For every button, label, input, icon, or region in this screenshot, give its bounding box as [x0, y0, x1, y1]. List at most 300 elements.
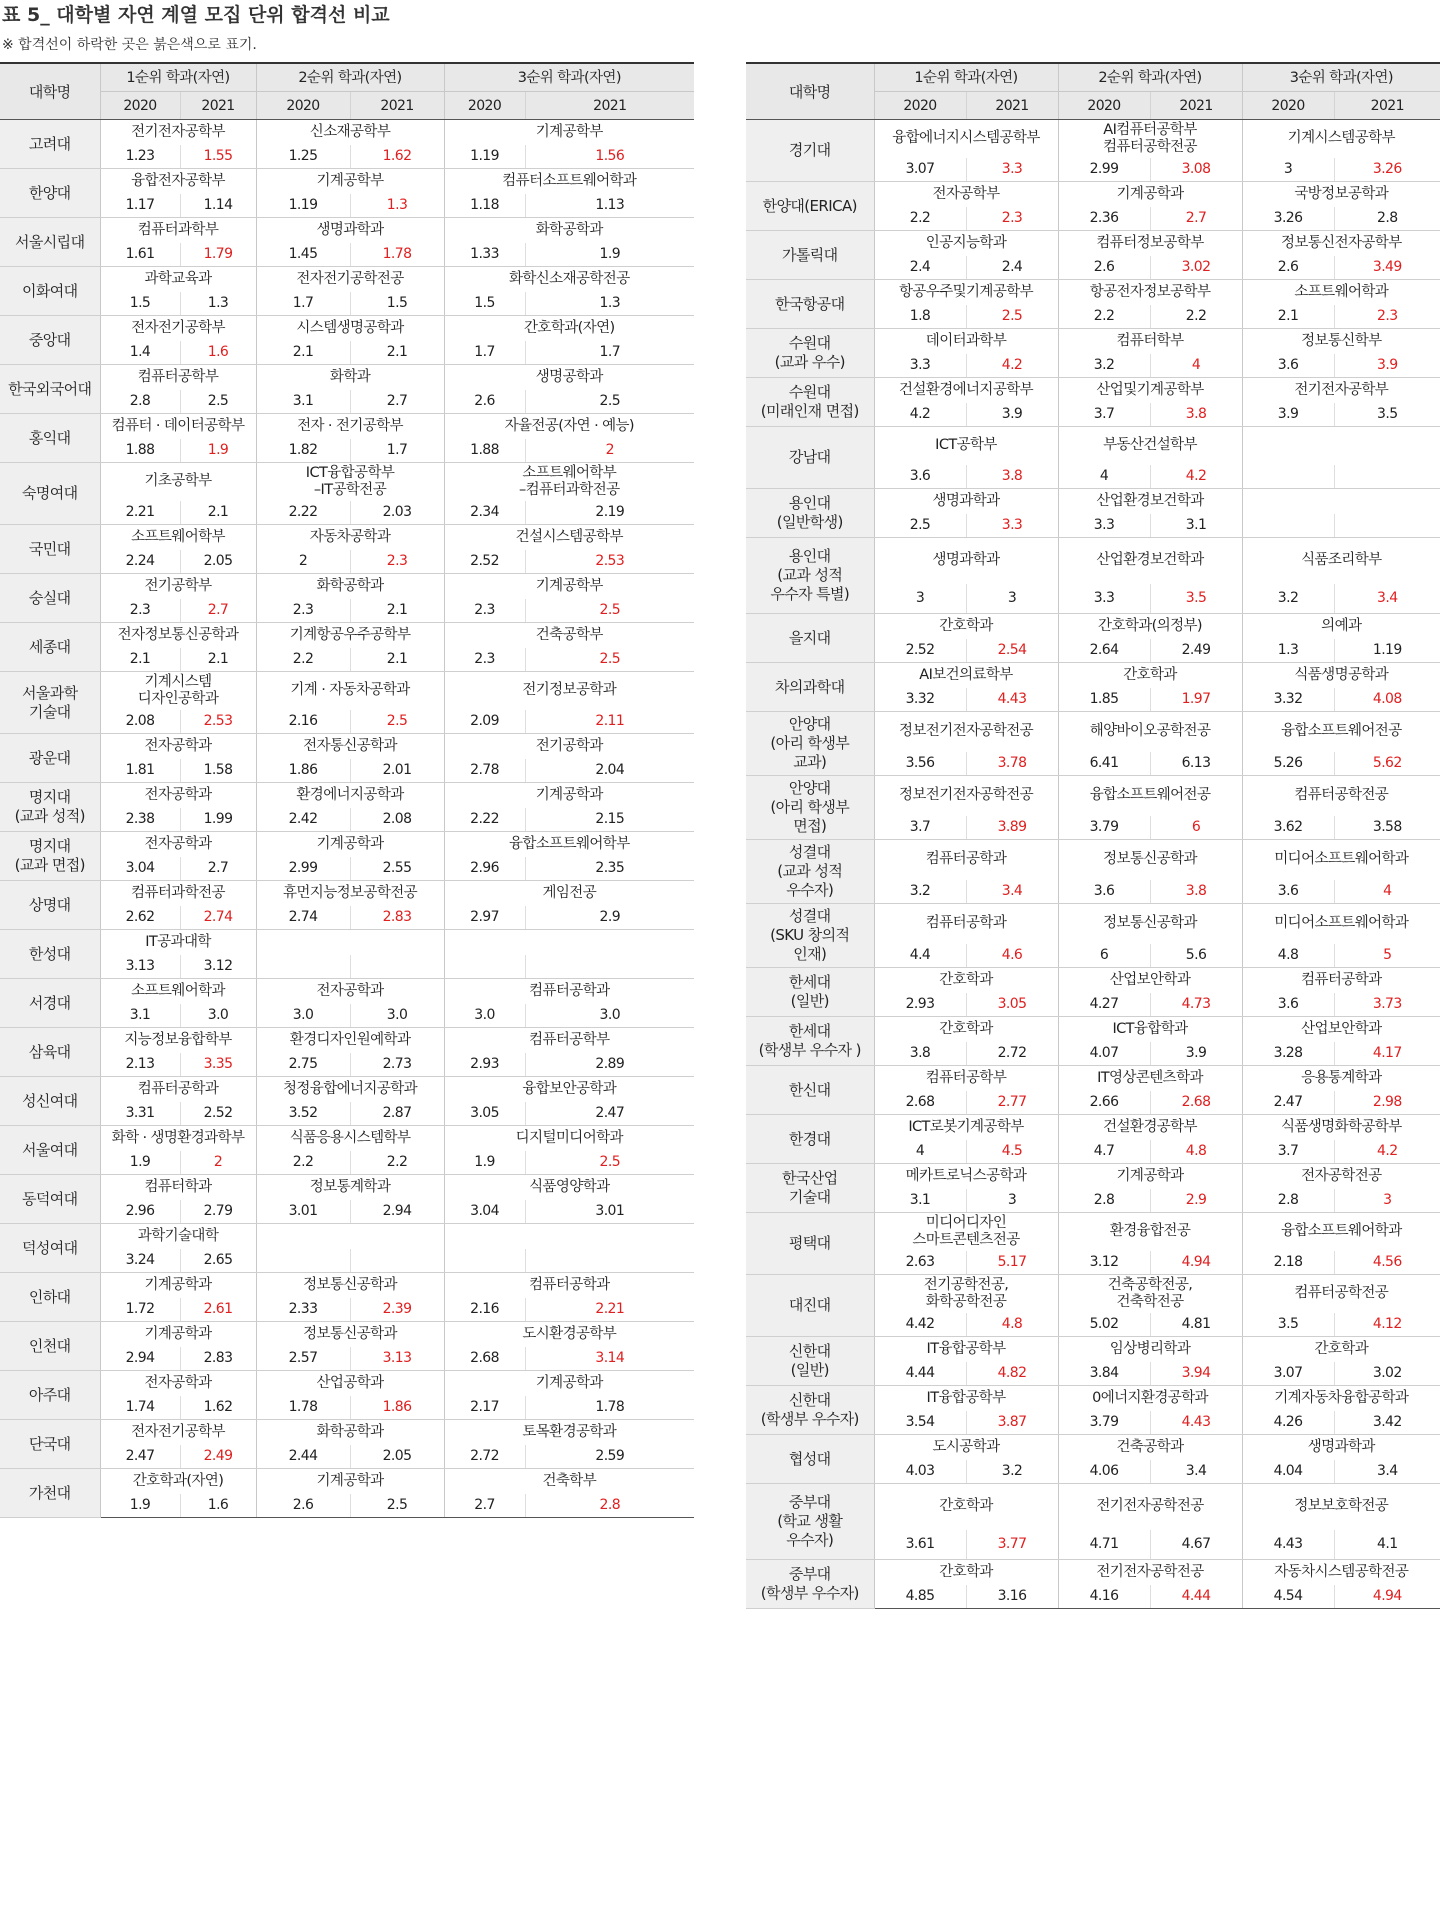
cutoff-score: 2.2	[1058, 305, 1150, 329]
cutoff-score: 4.27	[1058, 993, 1150, 1017]
cutoff-score: 2.5	[525, 648, 694, 672]
cutoff-score: 2.94	[350, 1200, 444, 1224]
cutoff-score: 3.89	[966, 816, 1058, 840]
cutoff-score: 2.52	[874, 639, 966, 663]
cutoff-score: 1.4	[100, 341, 180, 365]
university-name: 덕성여대	[0, 1224, 100, 1273]
cutoff-score: 5.17	[966, 1251, 1058, 1275]
cutoff-score: 2.1	[256, 341, 350, 365]
cutoff-score: 1.56	[525, 145, 694, 169]
cutoff-score: 1.14	[180, 194, 256, 218]
dept-row	[0, 881, 694, 906]
department-name: ICT공학부	[874, 427, 1058, 465]
cutoff-score: 2.53	[180, 710, 256, 734]
cutoff-score: 3.0	[256, 1004, 350, 1028]
cutoff-score: 3.84	[1058, 1362, 1150, 1386]
score-row	[0, 710, 694, 734]
dept-row	[746, 1560, 1440, 1585]
department-name: 환경에너지공학과	[256, 783, 444, 808]
department-name: 컴퓨터공학전공	[1294, 1285, 1389, 1302]
cutoff-score: 1.9	[100, 1494, 180, 1518]
department-name: 0에너지환경공학과	[1058, 1386, 1242, 1411]
dept-row	[746, 1435, 1440, 1460]
dept-row	[0, 267, 694, 292]
department-name: 산업환경보건학과	[1058, 538, 1242, 584]
cutoff-score: 4.2	[966, 354, 1058, 378]
university-name: 명지대 (교과 성적)	[0, 783, 100, 832]
dept-row	[746, 120, 1440, 158]
cutoff-score: 2.1	[180, 648, 256, 672]
cutoff-score: 1.33	[444, 243, 525, 267]
cutoff-score: 3.0	[525, 1004, 694, 1028]
cutoff-score: 2.57	[256, 1347, 350, 1371]
university-name: 한성대	[0, 930, 100, 979]
department-name: 건축공학부	[535, 626, 603, 643]
cutoff-score: 6	[1058, 944, 1150, 968]
university-name: 신한대 (일반)	[746, 1337, 874, 1386]
cutoff-score: 3.9	[966, 403, 1058, 427]
cutoff-score: 3.02	[1150, 256, 1242, 280]
cutoff-score: 2.47	[525, 1102, 694, 1126]
cutoff-score: 2.7	[350, 390, 444, 414]
department-name: 소프트웨어학부	[100, 525, 256, 550]
department-name: 컴퓨터공학과	[100, 1077, 256, 1102]
department-name: 기계공학과	[100, 1273, 256, 1298]
cutoff-score: 2.13	[100, 1053, 180, 1077]
department-name: 융합소프트웨어전공	[1280, 723, 1402, 740]
dept-row	[0, 365, 694, 390]
cutoff-score: 2.9	[525, 906, 694, 930]
cutoff-score: 3.01	[525, 1200, 694, 1224]
cutoff-score: 4	[1058, 465, 1150, 489]
cutoff-score: 1.17	[100, 194, 180, 218]
cutoff-score: 1.99	[180, 808, 256, 832]
department-name: 간호학과	[874, 968, 1058, 993]
year-header: 2021	[525, 92, 694, 120]
university-header: 대학명	[746, 63, 874, 120]
cutoff-score: 1.62	[180, 1396, 256, 1420]
dept-row	[746, 231, 1440, 256]
score-row	[0, 1004, 694, 1028]
cutoff-score: 2.8	[100, 390, 180, 414]
cutoff-score: 2.1	[1242, 305, 1334, 329]
cutoff-score: 2.8	[1058, 1189, 1150, 1213]
cutoff-score: 4.94	[1150, 1251, 1242, 1275]
cutoff-score: 2.39	[350, 1298, 444, 1322]
cutoff-score: 1.19	[1334, 639, 1440, 663]
cutoff-score: 3.13	[100, 955, 180, 979]
department-name: 기계공학과	[535, 786, 603, 803]
cutoff-score: 5	[1334, 944, 1440, 968]
score-row	[0, 1396, 694, 1420]
department-name: 전기공학부	[100, 574, 256, 599]
cutoff-score: 2.93	[444, 1053, 525, 1077]
cutoff-score: 2.68	[444, 1347, 525, 1371]
department-name: 간호학과	[874, 1017, 1058, 1042]
department-name: 산업및기계공학부	[1058, 378, 1242, 403]
department-name: 정보통신학부	[1301, 332, 1382, 349]
rank-group-header: 1순위 학과(자연)	[100, 63, 256, 92]
cutoff-score: 3.78	[966, 752, 1058, 776]
dept-row	[746, 1484, 1440, 1530]
cutoff-score: 2.18	[1242, 1251, 1334, 1275]
department-name: 융합전자공학부	[100, 169, 256, 194]
department-name: 정보보호학전공	[1294, 1498, 1389, 1515]
department-name: 전자공학과	[100, 734, 256, 759]
cutoff-score: 3	[1334, 1189, 1440, 1213]
dept-row	[0, 1077, 694, 1102]
cutoff-score: 2.96	[100, 1200, 180, 1224]
cutoff-score: 4.07	[1058, 1042, 1150, 1066]
score-row	[0, 759, 694, 783]
department-name: 간호학과	[874, 1484, 1058, 1530]
cutoff-score: 2.77	[966, 1091, 1058, 1115]
department-name: 자율전공(자연 · 예능)	[504, 417, 634, 434]
department-name	[256, 1224, 444, 1249]
department-name: 전기공학전공, 화학공학전공	[874, 1275, 1058, 1313]
year-header: 2020	[1058, 92, 1150, 120]
cutoff-score: 3.73	[1334, 993, 1440, 1017]
score-row	[0, 550, 694, 574]
university-name: 차의과학대	[746, 663, 874, 712]
cutoff-score: 2.17	[444, 1396, 525, 1420]
cutoff-score: 2.49	[180, 1445, 256, 1469]
cutoff-score: 2.9	[1150, 1189, 1242, 1213]
cutoff-score: 4.26	[1242, 1411, 1334, 1435]
department-name: 휴먼지능정보공학전공	[256, 881, 444, 906]
dept-row	[0, 672, 694, 710]
cutoff-score: 4.06	[1058, 1460, 1150, 1484]
cutoff-score: 1.8	[874, 305, 966, 329]
cutoff-score: 3.1	[1150, 514, 1242, 538]
department-name: 환경디자인원예학과	[256, 1028, 444, 1053]
cutoff-score: 2.21	[100, 501, 180, 525]
cutoff-score: 2.62	[100, 906, 180, 930]
department-name: 전기정보공학과	[522, 682, 617, 699]
cutoff-score: 6	[1150, 816, 1242, 840]
dept-row	[0, 930, 694, 955]
dept-row	[0, 1028, 694, 1053]
dept-row	[746, 968, 1440, 993]
university-name: 수원대 (교과 우수)	[746, 329, 874, 378]
department-name: 응용통계학과	[1301, 1069, 1382, 1086]
cutoff-score: 2.8	[1242, 1189, 1334, 1213]
cutoff-score: 2.8	[1334, 207, 1440, 231]
department-name: 전기전자공학부	[100, 120, 256, 145]
university-name: 성신여대	[0, 1077, 100, 1126]
department-name	[256, 930, 444, 955]
department-name: 항공우주및기계공학부	[874, 280, 1058, 305]
university-name: 한국항공대	[746, 280, 874, 329]
department-name: 건설시스템공학부	[515, 528, 623, 545]
department-name: 생명공학과	[535, 368, 603, 385]
cutoff-score: 2.68	[874, 1091, 966, 1115]
cutoff-score: 3	[966, 1189, 1058, 1213]
cutoff-score: 1.78	[350, 243, 444, 267]
cutoff-score: 2.53	[525, 550, 694, 574]
university-name: 강남대	[746, 427, 874, 489]
department-name: 자동차공학과	[256, 525, 444, 550]
cutoff-score: 3	[1242, 158, 1334, 182]
cutoff-score: 2.22	[256, 501, 350, 525]
cutoff-score: 3.87	[966, 1411, 1058, 1435]
cutoff-score: 2.04	[525, 759, 694, 783]
cutoff-score: 3.6	[874, 465, 966, 489]
department-name: ICT융합공학부 –IT공학전공	[256, 463, 444, 501]
university-name: 한국외국어대	[0, 365, 100, 414]
department-name: 소프트웨어학과	[1294, 283, 1389, 300]
dept-row	[746, 1213, 1440, 1251]
cutoff-score: 3.2	[966, 1460, 1058, 1484]
department-name: 소프트웨어학부 –컴퓨터과학전공	[519, 464, 620, 498]
university-name: 중부대 (학교 생활 우수자)	[746, 1484, 874, 1560]
university-header: 대학명	[0, 63, 100, 120]
university-name: 단국대	[0, 1420, 100, 1469]
university-name: 아주대	[0, 1371, 100, 1420]
cutoff-score: 3.3	[966, 158, 1058, 182]
cutoff-score: 1.13	[525, 194, 694, 218]
cutoff-score: 2.3	[966, 207, 1058, 231]
cutoff-score: 2.93	[874, 993, 966, 1017]
cutoff-score: 3.8	[1150, 880, 1242, 904]
dept-row	[746, 378, 1440, 403]
department-name: 간호학과(의정부)	[1058, 614, 1242, 639]
left-table	[0, 62, 694, 1518]
department-name: 융합소프트웨어전공	[1058, 776, 1242, 816]
department-name: 융합소프트웨어학과	[1280, 1223, 1402, 1240]
dept-row	[0, 623, 694, 648]
cutoff-score: 2.6	[256, 1494, 350, 1518]
cutoff-score: 1.74	[100, 1396, 180, 1420]
department-name: 화학신소재공학전공	[508, 270, 630, 287]
cutoff-score: 1.88	[444, 439, 525, 463]
department-name: 신소재공학부	[256, 120, 444, 145]
cutoff-score: 3.94	[1150, 1362, 1242, 1386]
university-name: 이화여대	[0, 267, 100, 316]
cutoff-score: 1.3	[525, 292, 694, 316]
cutoff-score: 2.5	[350, 1494, 444, 1518]
cutoff-score: 4.16	[1058, 1585, 1150, 1609]
cutoff-score: 2.97	[444, 906, 525, 930]
cutoff-score: 2.19	[525, 501, 694, 525]
cutoff-score: 2.8	[525, 1494, 694, 1518]
table-note: ※ 합격선이 하락한 곳은 붉은색으로 표기.	[2, 37, 257, 53]
university-name: 광운대	[0, 734, 100, 783]
dept-row	[746, 614, 1440, 639]
cutoff-score: 4.73	[1150, 993, 1242, 1017]
cutoff-score: 3.8	[966, 465, 1058, 489]
cutoff-score: 3.01	[256, 1200, 350, 1224]
cutoff-score: 4.4	[874, 944, 966, 968]
cutoff-score: 4.81	[1150, 1313, 1242, 1337]
cutoff-score: 1.86	[350, 1396, 444, 1420]
department-name: 융합에너지시스템공학부	[874, 120, 1058, 158]
cutoff-score: 5.02	[1058, 1313, 1150, 1337]
department-name: 소프트웨어학과	[100, 979, 256, 1004]
cutoff-score: 2.99	[1058, 158, 1150, 182]
department-name: 전기전자공학부	[1294, 381, 1389, 398]
department-name: 식품영양학과	[529, 1178, 610, 1195]
cutoff-score: 1.78	[525, 1396, 694, 1420]
university-name: 경기대	[746, 120, 874, 182]
cutoff-score: 4.17	[1334, 1042, 1440, 1066]
department-name: ICT융합학과	[1058, 1017, 1242, 1042]
cutoff-score: 2.87	[350, 1102, 444, 1126]
cutoff-score: 3.58	[1334, 816, 1440, 840]
year-header: 2021	[350, 92, 444, 120]
dept-row	[746, 538, 1440, 584]
header-row-groups	[0, 63, 694, 92]
cutoff-score: 3.79	[1058, 1411, 1150, 1435]
cutoff-score: 2.5	[966, 305, 1058, 329]
cutoff-score: 1.7	[444, 341, 525, 365]
cutoff-score: 1.45	[256, 243, 350, 267]
cutoff-score: 2.83	[180, 1347, 256, 1371]
year-header: 2020	[444, 92, 525, 120]
cutoff-score: 2.98	[1334, 1091, 1440, 1115]
cutoff-score: 2.03	[350, 501, 444, 525]
department-name: 전자전기공학전공	[256, 267, 444, 292]
cutoff-score: 2.63	[874, 1251, 966, 1275]
department-name: 정보통계학과	[256, 1175, 444, 1200]
department-name: 컴퓨터공학과	[874, 904, 1058, 944]
cutoff-score: 3.3	[874, 354, 966, 378]
cutoff-score: 2.33	[256, 1298, 350, 1322]
department-name: 화학 · 생명환경과학부	[100, 1126, 256, 1151]
cutoff-score: 2.3	[100, 599, 180, 623]
dept-row	[746, 280, 1440, 305]
dept-row	[746, 1017, 1440, 1042]
cutoff-score: 2.74	[180, 906, 256, 930]
university-name: 한신대	[746, 1066, 874, 1115]
department-name: 화학공학과	[535, 221, 603, 238]
cutoff-score: 5.6	[1150, 944, 1242, 968]
cutoff-score: 4.03	[874, 1460, 966, 1484]
cutoff-score: 3.5	[1150, 584, 1242, 614]
department-name: 임상병리학과	[1058, 1337, 1242, 1362]
cutoff-score: 3	[966, 584, 1058, 614]
university-name: 한세대 (학생부 우수자 )	[746, 1017, 874, 1066]
cutoff-score: 2.59	[525, 1445, 694, 1469]
university-name: 인천대	[0, 1322, 100, 1371]
cutoff-score: 2.78	[444, 759, 525, 783]
cutoff-score: 2.36	[1058, 207, 1150, 231]
dept-row	[0, 979, 694, 1004]
university-name: 인하대	[0, 1273, 100, 1322]
cutoff-score: 3	[874, 584, 966, 614]
cutoff-score: 1.85	[1058, 688, 1150, 712]
cutoff-score: 2.05	[350, 1445, 444, 1469]
cutoff-score: 1.6	[180, 341, 256, 365]
cutoff-score: 2.47	[1242, 1091, 1334, 1115]
cutoff-score: 2.64	[1058, 639, 1150, 663]
cutoff-score: 2.6	[444, 390, 525, 414]
department-name: 컴퓨터공학부	[529, 1031, 610, 1048]
department-name: 컴퓨터학과	[100, 1175, 256, 1200]
department-name: IT융합공학부	[874, 1386, 1058, 1411]
right-table	[746, 62, 1440, 1609]
cutoff-score: 3.61	[874, 1530, 966, 1560]
cutoff-score: 2.1	[180, 501, 256, 525]
cutoff-score: 3.2	[1058, 354, 1150, 378]
dept-row	[746, 1066, 1440, 1091]
cutoff-score: 3.9	[1150, 1042, 1242, 1066]
cutoff-score: 3.54	[874, 1411, 966, 1435]
cutoff-score: 4.1	[1334, 1530, 1440, 1560]
cutoff-score: 3.9	[1242, 403, 1334, 427]
cutoff-score: 3.6	[1058, 880, 1150, 904]
cutoff-score: 3.7	[1242, 1140, 1334, 1164]
cutoff-score: 1.9	[100, 1151, 180, 1175]
cutoff-score	[444, 1249, 525, 1273]
cutoff-score: 4.71	[1058, 1530, 1150, 1560]
university-name: 안양대 (아리 학생부 교과)	[746, 712, 874, 776]
cutoff-score: 3.42	[1334, 1411, 1440, 1435]
score-row	[0, 501, 694, 525]
department-name: 건설환경에너지공학부	[874, 378, 1058, 403]
department-name: 정보통신전자공학부	[1280, 234, 1402, 251]
cutoff-score	[444, 955, 525, 979]
department-name: 전자전기공학부	[100, 1420, 256, 1445]
department-name: 식품생명화학공학부	[1280, 1118, 1402, 1135]
cutoff-score: 3.49	[1334, 256, 1440, 280]
cutoff-score: 2.7	[180, 599, 256, 623]
department-name: 인공지능학과	[874, 231, 1058, 256]
cutoff-score: 3.0	[350, 1004, 444, 1028]
dept-row	[746, 489, 1440, 514]
cutoff-score: 1.86	[256, 759, 350, 783]
cutoff-score: 3.6	[1242, 354, 1334, 378]
department-name: 식품생명공학과	[1294, 666, 1389, 683]
score-row	[0, 1200, 694, 1224]
department-name: 간호학과	[874, 614, 1058, 639]
department-name: 과학기술대학	[100, 1224, 256, 1249]
department-name: 미디어소프트웨어학과	[1274, 915, 1409, 932]
cutoff-score: 4.43	[966, 688, 1058, 712]
cutoff-score: 4.94	[1334, 1585, 1440, 1609]
cutoff-score	[256, 955, 350, 979]
department-name: 디지털미디어학과	[515, 1129, 623, 1146]
score-row	[0, 599, 694, 623]
university-name: 수원대 (미래인재 면접)	[746, 378, 874, 427]
cutoff-score: 1.72	[100, 1298, 180, 1322]
cutoff-score: 4.56	[1334, 1251, 1440, 1275]
cutoff-score: 1.6	[180, 1494, 256, 1518]
cutoff-score: 2.6	[1058, 256, 1150, 280]
department-name: 전자공학과	[100, 783, 256, 808]
university-name: 성결대 (교과 성적 우수자)	[746, 840, 874, 904]
cutoff-score: 3.3	[966, 514, 1058, 538]
department-name: 생명과학과	[256, 218, 444, 243]
cutoff-score: 4.7	[1058, 1140, 1150, 1164]
cutoff-score: 3.04	[444, 1200, 525, 1224]
department-name: 간호학과(자연)	[100, 1469, 256, 1494]
cutoff-score: 3.52	[256, 1102, 350, 1126]
cutoff-score: 1.97	[1150, 688, 1242, 712]
dept-row	[746, 712, 1440, 752]
cutoff-score: 3.2	[1242, 584, 1334, 614]
cutoff-score: 1.5	[100, 292, 180, 316]
year-header: 2021	[1150, 92, 1242, 120]
dept-row	[746, 1386, 1440, 1411]
department-name: 의예과	[1321, 617, 1362, 634]
department-name: 기계공학과	[100, 1322, 256, 1347]
department-name: 전자통신공학과	[256, 734, 444, 759]
department-name: 정보전기전자공학전공	[874, 776, 1058, 816]
cutoff-score: 3.32	[1242, 688, 1334, 712]
cutoff-score: 2.3	[256, 599, 350, 623]
year-header: 2021	[180, 92, 256, 120]
